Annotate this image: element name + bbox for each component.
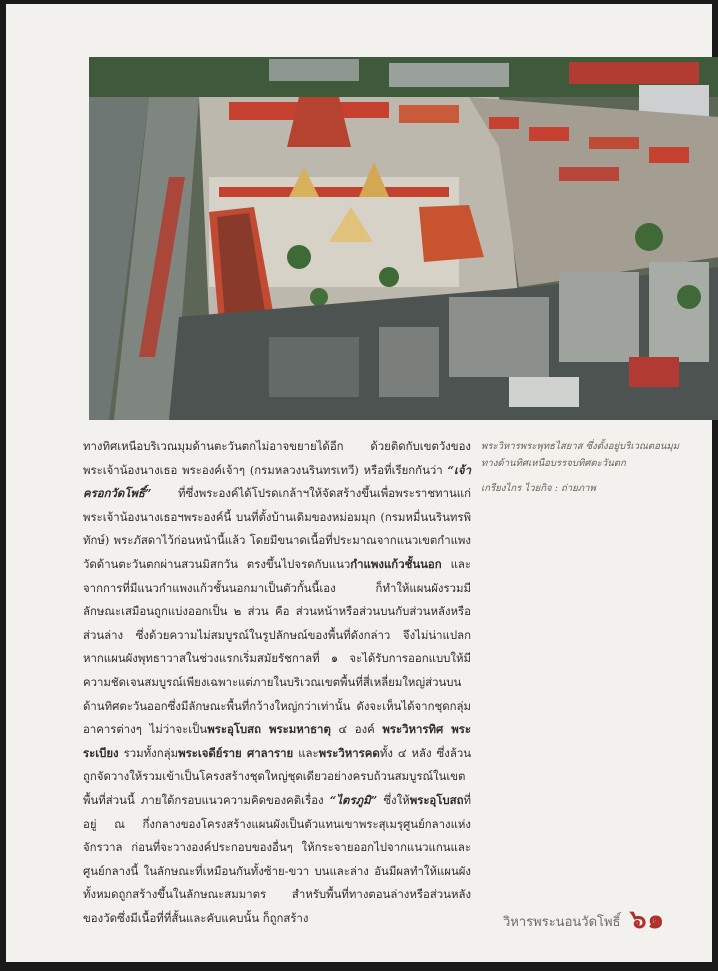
- term-chedi-rai-sala-rai: พระเจดีย์ราย ศาลาราย: [178, 745, 294, 760]
- footer-title: วิหารพระนอนวัดโพธิ์: [503, 915, 621, 930]
- photo-caption: [481, 438, 681, 505]
- term-chao-khrok-wat-pho: “เจ้าครอกวัดโพธิ์”: [83, 462, 471, 501]
- page-number: ๖๑: [630, 905, 666, 935]
- body-segment: ซึ่งให้: [377, 792, 410, 807]
- term-ubosot: พระอุโบสถ: [409, 792, 464, 807]
- caption-description: พระวิหารพระพุทธไสยาส ซึ่งตั้งอยู่บริเวณตอนมุมทางด้านทิศเหนือบรรจบทิศตะวันตก: [481, 441, 680, 469]
- photo-credit: เกรียงไกร ไวยกิจ : ถ่ายภาพ: [481, 483, 596, 494]
- term-viharn-thit-rabiang: พระวิหารทิศ พระระเบียง: [83, 722, 471, 760]
- body-segment: และ: [293, 745, 319, 760]
- aerial-temple-photo: [89, 57, 718, 420]
- term-ubosot-maha-that: พระอุโบสถ พระมหาธาตุ: [207, 722, 331, 737]
- magazine-page: [6, 4, 712, 962]
- term-outer-gallery-wall: กำแพงแก้วชั้นนอก: [350, 556, 442, 571]
- article-paragraph: [83, 435, 471, 930]
- body-segment: รวมทั้งกลุ่ม: [118, 745, 179, 760]
- body-segment: ที่อยู่ ณ กึ่งกลางของโครงสร้างแผนผังเป็นตัวแทนเขาพระสุเมรุศูนย์กลางแห่งจักรวาล ก่อนที่จะวางองค์ประกอบของอื่นๆ ให้กระจายออกไปจากแนวแกนและศูนย์กลางนี้ ในลักษณะที่เหมือนกันทั้งซ้าย-ขวา บนและล่าง อันมีผลทำให้แผนผังทั้งหมดถูกสร้างขึ้นในลักษณะสมมาตร สำหรับพื้นที่ทางตอนล่างหรือส่วนหลังของวัดซึ่งมีเนื้อที่ที่สั้นและคับแคบนั้น ก็ถูกสร้าง: [83, 792, 471, 925]
- aerial-photo-illustration: [89, 57, 718, 420]
- body-segment: ทางทิศเหนือบริเวณมุมด้านตะวันตกไม่อาจขยายได้อีก ด้วยติดกับเขตวังของพระเจ้าน้องนางเธอ พระองค์เจ้าๆ (กรมหลวงนรินทรเทวี) หรือที่เรียกกันว่า: [83, 439, 471, 477]
- body-segment: ทั้ง ๔ หลัง ซึ่งล้วนถูกจัดวางให้รวมเข้าเป็นโครงสร้างชุดใหญ่ชุดเดียวอย่างครบถ้วนสมบูรณ์ในเขตพื้นที่ส่วนนี้ ภายใต้กรอบแนวความคิดของคติเรื่อง: [83, 745, 472, 807]
- article-body: [83, 435, 471, 930]
- term-viharn-khot: พระวิหารคด: [318, 745, 380, 760]
- body-segment: ๔ องค์: [330, 722, 383, 737]
- body-segment: ที่ซึ่งพระองค์ได้โปรดเกล้าฯให้จัดสร้างขึ้นเพื่อพระราชทานแก่พระเจ้าน้องนางเธอฯพระองค์นี้ บนที่ตั้งบ้านเดิมของหม่อมมุก (กรมหมื่นนรินทรพิทักษ์) พระภัสดาไว้ก่อนหน้านี้แล้ว โดยมีขนาดเนื้อที่ประมาณจากแนวเขตกำแพงวัดด้านตะวันตกผ่านสวนมิสกวัน ตรงขึ้นไปจรดกับแนว: [83, 486, 471, 571]
- term-traiphum: “ไตรภูมิ”: [329, 792, 378, 807]
- body-segment: และจากการที่มีแนวกำแพงแก้วชั้นนอกมาเป็นตัวกั้นนี้เอง ก็ทำให้แผนผังรวมมีลักษณะเสมือนถูกแบ่งออกเป็น ๒ ส่วน คือ ส่วนหน้าหรือส่วนบนกับส่วนหลังหรือส่วนล่าง ซึ่งด้วยความไม่สมบูรณ์ในรูปลักษณ์ของพื้นที่ดังกล่าว จึงไม่น่าแปลกหากแผนผังพุทธาวาสในช่วงแรกเริ่มสมัยรัชกาลที่ ๑ จะได้รับการออกแบบให้มีความชัดเจนสมบูรณ์เพียงเฉพาะแต่ภายในบริเวณเขตพื้นที่สี่เหลี่ยมใหญ่ส่วนบนด้านทิศตะวันออกซึ่งมีลักษณะพื้นที่กว้างใหญ่กว่าเท่านั้น ดังจะเห็นได้จากชุดกลุ่มอาคารต่างๆ ไม่ว่าจะเป็น: [83, 556, 472, 737]
